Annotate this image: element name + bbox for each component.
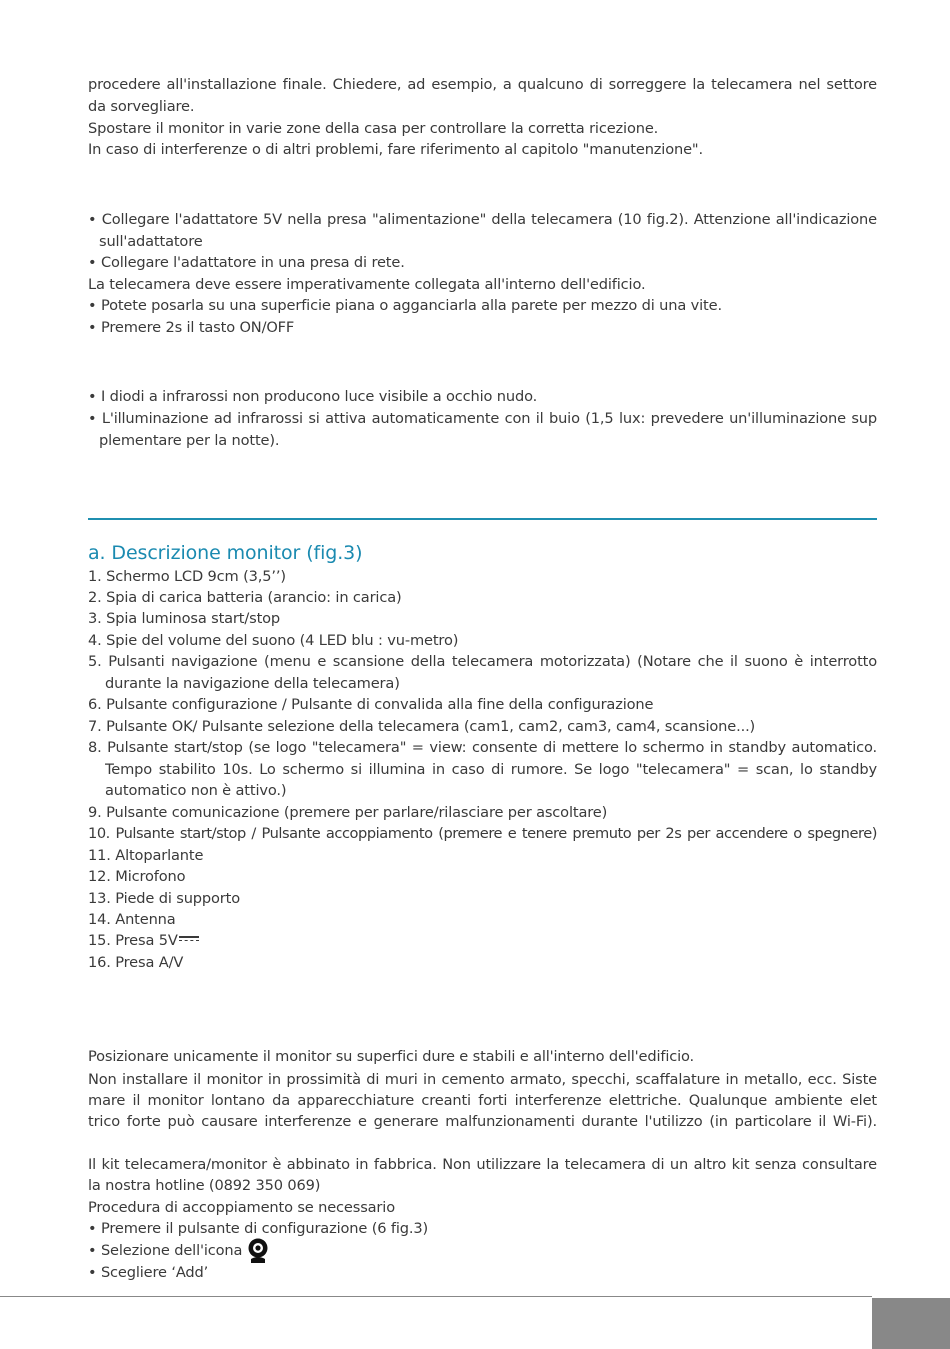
intro-line-1: procedere all'installazione finale. Chiedere, ad esempio, a qualcuno di sorreggere la telecamera nel settore [88,76,877,93]
camera-install-line-2: sull'adattatore [99,233,203,250]
intro-line-4: In caso di interferenze o di altri problemi, fare riferimento al capitolo "manutenzione". [88,141,703,158]
intro-line-2: da sorvegliare. [88,98,195,115]
monitor-item-11: 11. Altoparlante [88,847,204,864]
monitor-item-8: 8. Pulsante start/stop (se logo "telecamera" = view: consente di mettere lo schermo in standby automatico. [88,739,877,756]
placement-line-4: trico forte può causare interferenze e generare malfunzionamenti durante l'utilizzo (in particolare il Wi-Fi). [88,1113,877,1130]
monitor-item-14: 14. Antenna [88,911,176,928]
monitor-item-10: 10. Pulsante start/stop / Pulsante accoppiamento (premere e tenere premuto per 2s per accendere o spegnere) [88,825,877,842]
monitor-item-4: 4. Spie del volume del suono (4 LED blu : vu-metro) [88,632,459,649]
section-divider [88,518,877,520]
camera-install-line-3: • Collegare l'adattatore in una presa di rete. [88,254,405,271]
monitor-item-5: 5. Pulsanti navigazione (menu e scansione della telecamera motorizzata) (Notare che il suono è interrotto [88,653,877,670]
monitor-item-15-row [88,930,877,952]
infrared-line-3: plementare per la notte). [99,432,280,449]
monitor-item-13: 13. Piede di supporto [88,890,241,907]
camera-icon [247,1238,269,1264]
infrared-line-1: • I diodi a infrarossi non producono luce visibile a occhio nudo. [88,388,538,405]
monitor-item-15: 15. Presa 5V [88,932,178,949]
monitor-item-1: 1. Schermo LCD 9cm (3,5’’) [88,568,286,585]
dc-symbol-icon [179,935,199,945]
pairing-line-2: la nostra hotline (0892 350 069) [88,1177,321,1194]
monitor-item-2: 2. Spia di carica batteria (arancio: in carica) [88,589,402,606]
intro-line-3: Spostare il monitor in varie zone della casa per controllare la corretta ricezione. [88,120,659,137]
monitor-item-8-cont-1: Tempo stabilito 10s. Lo schermo si illumina in caso di rumore. Se logo "telecamera" = scan, lo standby [105,761,877,778]
infrared-line-2: • L'illuminazione ad infrarossi si attiva automaticamente con il buio (1,5 lux: prevedere un'illuminazione sup [88,410,877,427]
camera-install-line-4: La telecamera deve essere imperativamente collegata all'interno dell'edificio. [88,276,646,293]
pairing-line-3: Procedura di accoppiamento se necessario [88,1199,395,1216]
monitor-item-7: 7. Pulsante OK/ Pulsante selezione della telecamera (cam1, cam2, cam3, cam4, scansione...) [88,718,756,735]
placement-line-1: Posizionare unicamente il monitor su superfici dure e stabili e all'interno dell'edificio. [88,1048,695,1065]
monitor-item-16: 16. Presa A/V [88,954,184,971]
monitor-item-5-cont: durante la navigazione della telecamera) [105,675,400,692]
pairing-line-4: • Premere il pulsante di configurazione (6 fig.3) [88,1220,429,1237]
monitor-item-8-cont-2: automatico non è attivo.) [105,782,287,799]
footer-rule [0,1296,872,1297]
monitor-item-9: 9. Pulsante comunicazione (premere per parlare/rilasciare per ascoltare) [88,804,608,821]
camera-install-line-1: • Collegare l'adattatore 5V nella presa "alimentazione" della telecamera (10 fig.2). Attenzione all'indicazione [88,211,877,228]
placement-line-3: mare il monitor lontano da apparecchiature creanti forti interferenze elettriche. Qualunque ambiente elet [88,1092,877,1109]
monitor-item-6: 6. Pulsante configurazione / Pulsante di convalida alla fine della configurazione [88,696,654,713]
pairing-line-1: Il kit telecamera/monitor è abbinato in fabbrica. Non utilizzare la telecamera di un altro kit senza consultare [88,1156,877,1173]
monitor-item-3: 3. Spia luminosa start/stop [88,610,281,627]
section-heading: a. Descrizione monitor (fig.3) [88,542,363,564]
pairing-line-5: • Selezione dell'icona [88,1242,243,1259]
page-number-tab [872,1298,950,1349]
placement-line-2: Non installare il monitor in prossimità di muri in cemento armato, specchi, scaffalature in metallo, ecc. Siste [88,1071,877,1088]
camera-install-line-6: • Premere 2s il tasto ON/OFF [88,319,295,336]
camera-install-line-5: • Potete posarla su una superficie piana o agganciarla alla parete per mezzo di una vite. [88,297,722,314]
pairing-line-6: • Scegliere ‘Add’ [88,1264,209,1281]
monitor-item-12: 12. Microfono [88,868,186,885]
